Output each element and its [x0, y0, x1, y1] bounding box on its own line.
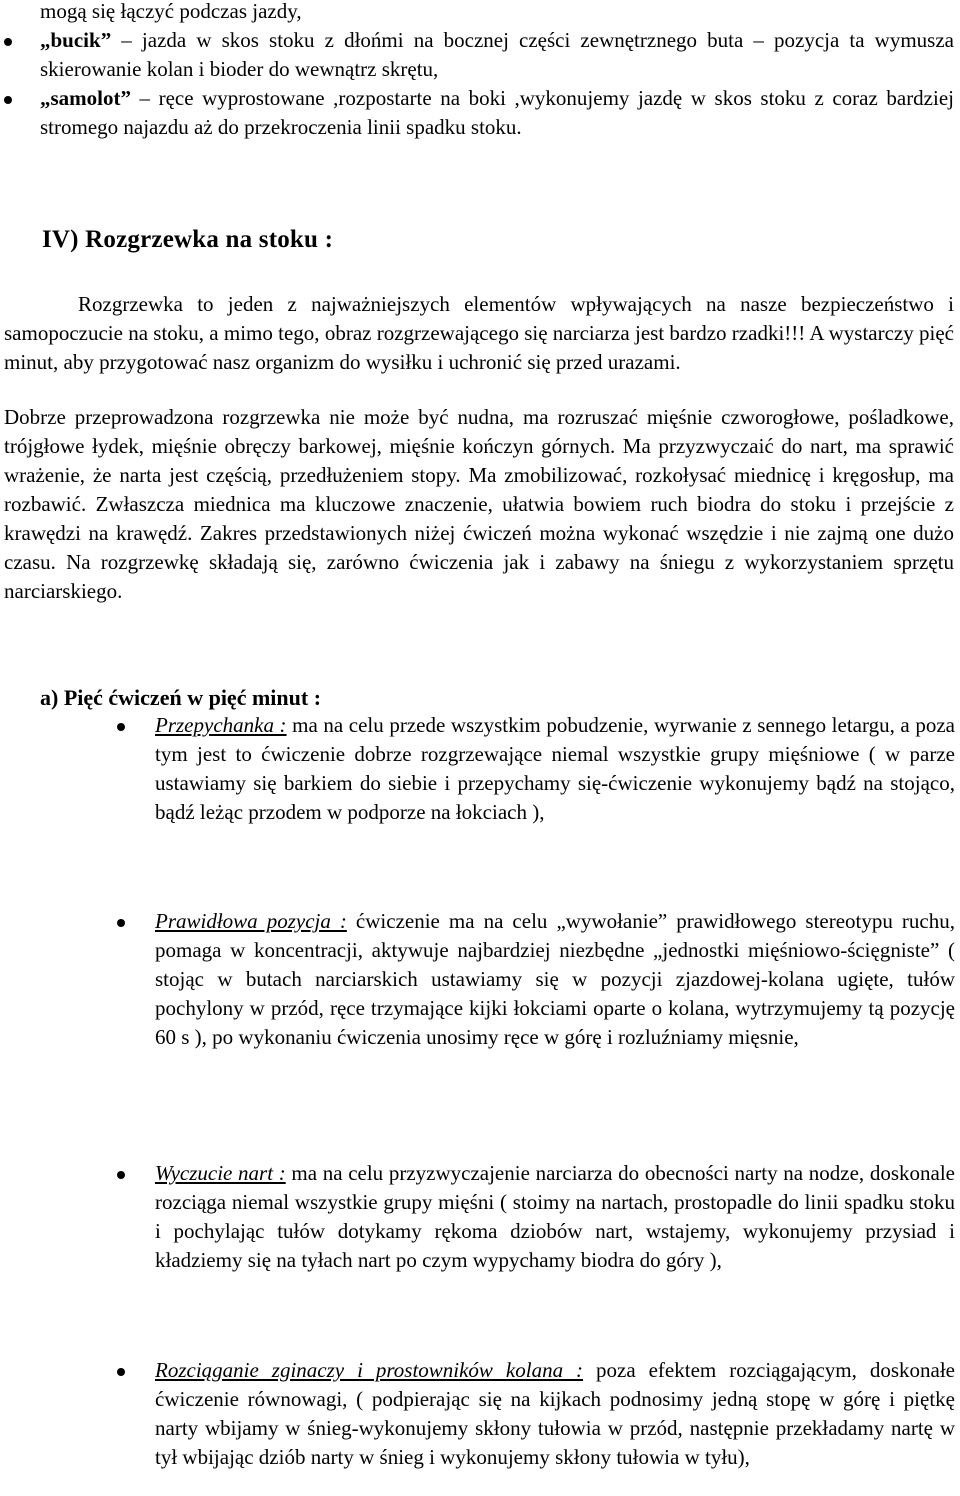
exercise-description: ma na celu przyzwyczajenie narciarza do obecności narty na nodze, doskonale rozciąga niemal wszystkie grupy mięśni ( stoimy na nartach, prostopadle do linii spadku stoku i pochylając tułów dotykamy rękoma dziobów nart, wstajemy, wykonujemy przysiad i kładziemy się na tyłach nart po czym wypychamy biodra do góry ),	[155, 1161, 955, 1272]
exercise-description: ćwiczenie ma na celu „wywołanie” prawidłowego stereotypu ruchu, pomaga w koncentracji, aktywuje najbardziej niezbędne „jednostki mięśniowo-ścięgniste” ( stojąc w butach narciarskich ustawiamy się w pozycji zjazdowej-kolana ugięte, tułów pochylony w przód, ręce trzymające kijki łokciami oparte o kolana, wytrzymujemy tą pozycję 60 s ), po wykonaniu ćwiczenia unosimy ręce w górę i rozluźniamy mięsnie,	[155, 909, 955, 1049]
exercise-name: Rozciąganie zginaczy i prostowników kolana :	[155, 1358, 584, 1382]
list-item-text	[155, 1356, 955, 1472]
bullet-icon	[117, 723, 125, 731]
bullet-icon	[4, 96, 12, 104]
term-bucik: „bucik”	[40, 28, 112, 52]
subsection-heading: a) Pięć ćwiczeń w pięć minut :	[40, 685, 322, 710]
exercise-description: poza efektem rozciągającym, doskonałe ćwiczenie równowagi, ( podpierając się na kijkach podnosimy jedną stopę w górę i piętkę narty wbijamy w śnieg-wykonujemy skłony tułowia w przód, następnie przekładamy nartę w tył wbijając dziób narty w śnieg i wykonujemy skłony tułowia w tyłu),	[155, 1358, 955, 1469]
bullet-icon	[4, 38, 12, 46]
intro-first-line: mogą się łączyć podczas jazdy,	[40, 0, 302, 23]
exercise-name: Przepychanka :	[155, 713, 287, 737]
bullet-icon	[117, 919, 125, 927]
term-description: – jazda w skos stoku z dłońmi na bocznej części zewnętrznego buta – pozycja ta wymusza skierowanie kolan i bioder do wewnątrz skrętu,	[40, 28, 954, 81]
exercise-name: Wyczucie nart :	[155, 1161, 286, 1185]
section-paragraph-2: Dobrze przeprowadzona rozgrzewka nie może być nudna, ma rozruszać mięśnie czworogłowe, pośladkowe, trójgłowe łydek, mięśnie obręczy barkowej, mięśnie kończyn górnych. Ma przyzwyczaić do nart, ma sprawić wrażenie, że narta jest częścią, przedłużeniem stopy. Ma zmobilizować, rozkołysać miednicę i kręgosłup, ma rozbawić. Zwłaszcza miednica ma kluczowe znaczenie, ułatwia bowiem ruch biodra do stoku i przejście z krawędzi na krawędź. Zakres przedstawionych niżej ćwiczeń można wykonać wszędzie i nie zajmą one dużo czasu. Na rozgrzewkę składają się, zarówno ćwiczenia jak i zabawy na śniegu z wykorzystaniem sprzętu narciarskiego.	[4, 405, 954, 603]
section-heading: IV) Rozgrzewka na stoku :	[42, 226, 334, 253]
bullet-icon	[117, 1368, 125, 1376]
section-paragraph-1	[4, 290, 954, 377]
list-item-text	[40, 26, 954, 84]
list-item-text	[155, 1159, 955, 1275]
list-item-text	[155, 711, 955, 827]
list-item-text	[40, 84, 954, 142]
bullet-icon	[117, 1171, 125, 1179]
exercise-name: Prawidłowa pozycja :	[155, 909, 347, 933]
term-description: – ręce wyprostowane ,rozpostarte na boki ,wykonujemy jazdę w skos stoku z coraz bardziej stromego najazdu aż do przekroczenia linii spadku stoku.	[40, 86, 954, 139]
paragraph-text: Rozgrzewka to jeden z najważniejszych elementów wpływających na nasze bezpieczeństwo i samopoczucie na stoku, a mimo tego, obraz rozgrzewającego się narciarza jest bardzo rzadki!!! A wystarczy pięć minut, aby przygotować nasz organizm do wysiłku i uchronić się przed urazami.	[4, 292, 954, 374]
term-samolot: „samolot”	[40, 86, 131, 110]
list-item-text	[155, 907, 955, 1052]
exercise-description: ma na celu przede wszystkim pobudzenie, wyrwanie z sennego letargu, a poza tym jest to ćwiczenie dobrze rozgrzewające niemal wszystkie grupy mięśniowe ( w parze ustawiamy się barkiem do siebie i przepychamy się-ćwiczenie wykonujemy bądź na stojąco, bądź leżąc przodem w podporze na łokciach ),	[155, 713, 955, 824]
